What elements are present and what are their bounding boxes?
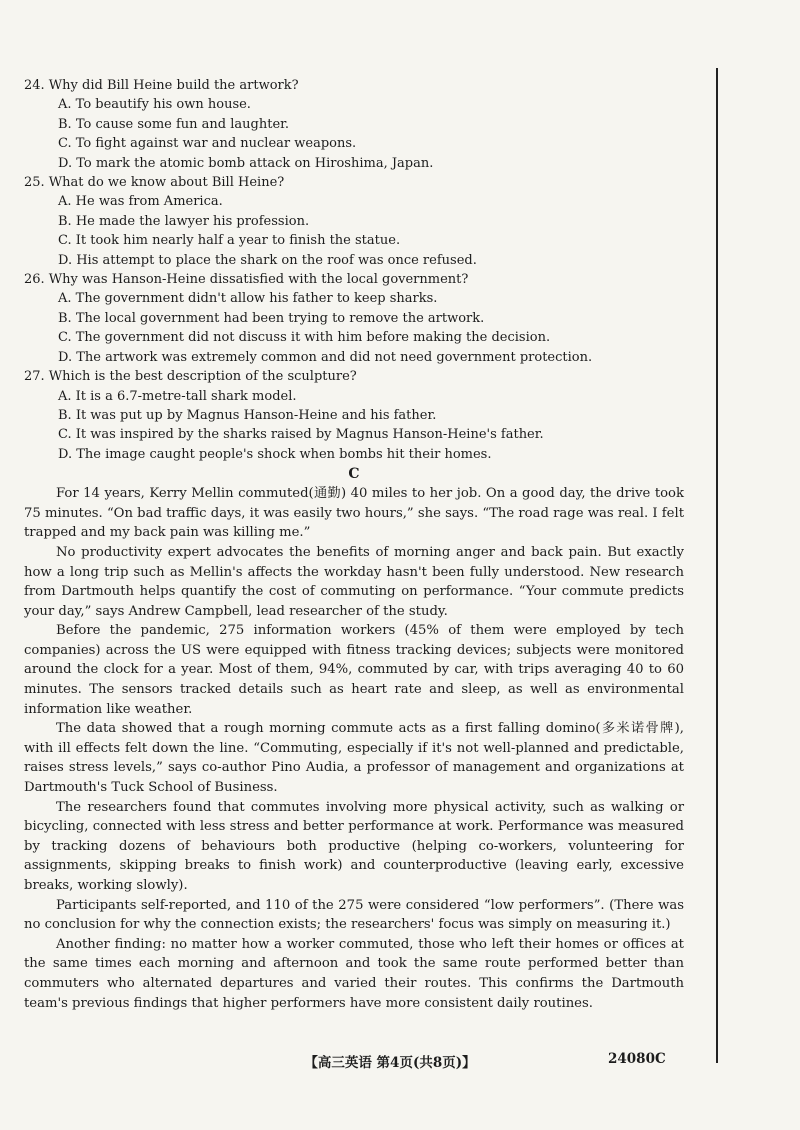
passage-paragraph: Another finding: no matter how a worker commuted, those who left their homes or offices at the same times each morning and afternoon and took the same route performed better than commuters who alternated departures and varied their routes. This confirms the Dartmouth team's previous findings that higher performers have more consistent daily routines.: [24, 936, 684, 1011]
passage-paragraph: Before the pandemic, 275 information workers (45% of them were employed by tech companies) across the US were equipped with fitness tracking devices; subjects were monitored around the clock for a year. Most of them, 94%, commuted by car, with trips averaging 40 to 60 minutes. The sensors tracked details such as heart rate and sleep, as well as environmental information like weather.: [24, 623, 684, 717]
option-a: A. He was from America.: [58, 194, 223, 210]
question-stem: 24. Why did Bill Heine build the artwork?: [24, 78, 299, 93]
question-26: [24, 270, 684, 367]
page-footer: [0, 1051, 800, 1075]
option-d: D. The image caught people's shock when bombs hit their homes.: [58, 446, 492, 462]
question-stem: 26. Why was Hanson-Heine dissatisfied with the local government?: [24, 272, 469, 288]
option-b: B. It was put up by Magnus Hanson-Heine and his father.: [58, 407, 437, 423]
passage-paragraph: The data showed that a rough morning commute acts as a first falling domino(多米诺骨牌), with ill effects felt down the line. “Commuting, especially if it's not well-planned and predictable, raises stress levels,” says co-author Pino Audia, a professor of management and organizations at Dartmouth's Tuck School of Business.: [24, 721, 684, 796]
option-d: D. To mark the atomic bomb attack on Hiroshima, Japan.: [58, 155, 434, 171]
question-25: [24, 173, 684, 270]
option-b: B. The local government had been trying to remove the artwork.: [58, 310, 485, 326]
question-27: [24, 367, 684, 464]
page-content: [24, 76, 684, 1013]
option-c: C. It was inspired by the sharks raised by Magnus Hanson-Heine's father.: [58, 427, 544, 443]
passage-paragraph: No productivity expert advocates the benefits of morning anger and back pain. But exactly how a long trip such as Mellin's affects the workday hasn't been fully understood. New research from Dartmouth helps quantify the cost of commuting on performance. “Your commute predicts your day,” says Andrew Campbell, lead researcher of the study.: [24, 544, 684, 619]
footer-page-label: 【高三英语 第4页(共8页)】: [304, 1055, 476, 1071]
option-a: A. The government didn't allow his father to keep sharks.: [58, 291, 438, 307]
question-24: [24, 76, 684, 173]
passage-paragraph: The researchers found that commutes involving more physical activity, such as walking or bicycling, connected with less stress and better performance at work. Performance was measured by tracking dozens of behaviours both productive (helping co-workers, volunteering for assignments, skipping breaks to finish work) and counterproductive (leaving early, excessive breaks, working slowly).: [24, 799, 684, 893]
footer-exam-code: 24080C: [608, 1051, 666, 1067]
option-d: D. His attempt to place the shark on the roof was once refused.: [58, 252, 477, 268]
passage-paragraph: Participants self-reported, and 110 of the 275 were considered “low performers”. (There was no conclusion for why the connection exists; the researchers' focus was simply on measuring it.): [24, 897, 684, 933]
question-stem: 25. What do we know about Bill Heine?: [24, 175, 285, 191]
option-a: A. To beautify his own house.: [58, 97, 251, 113]
passage-paragraph: For 14 years, Kerry Mellin commuted(通勤) 40 miles to her job. On a good day, the drive took 75 minutes. “On bad traffic days, it was easily two hours,” she says. “The road rage was real. I felt trapped and my back pain was killing me.”: [24, 486, 684, 541]
option-c: C. The government did not discuss it with him before making the decision.: [58, 330, 551, 346]
option-c: C. To fight against war and nuclear weapons.: [58, 136, 357, 152]
option-c: C. It took him nearly half a year to finish the statue.: [58, 233, 401, 249]
passage-c: [24, 484, 684, 1013]
option-a: A. It is a 6.7-metre-tall shark model.: [58, 388, 297, 404]
option-b: B. He made the lawyer his profession.: [58, 213, 310, 229]
question-stem: 27. Which is the best description of the sculpture?: [24, 369, 357, 385]
option-b: B. To cause some fun and laughter.: [58, 116, 290, 132]
option-d: D. The artwork was extremely common and did not need government protection.: [58, 349, 593, 365]
margin-rule: [716, 68, 718, 1063]
section-heading: C: [348, 466, 360, 483]
